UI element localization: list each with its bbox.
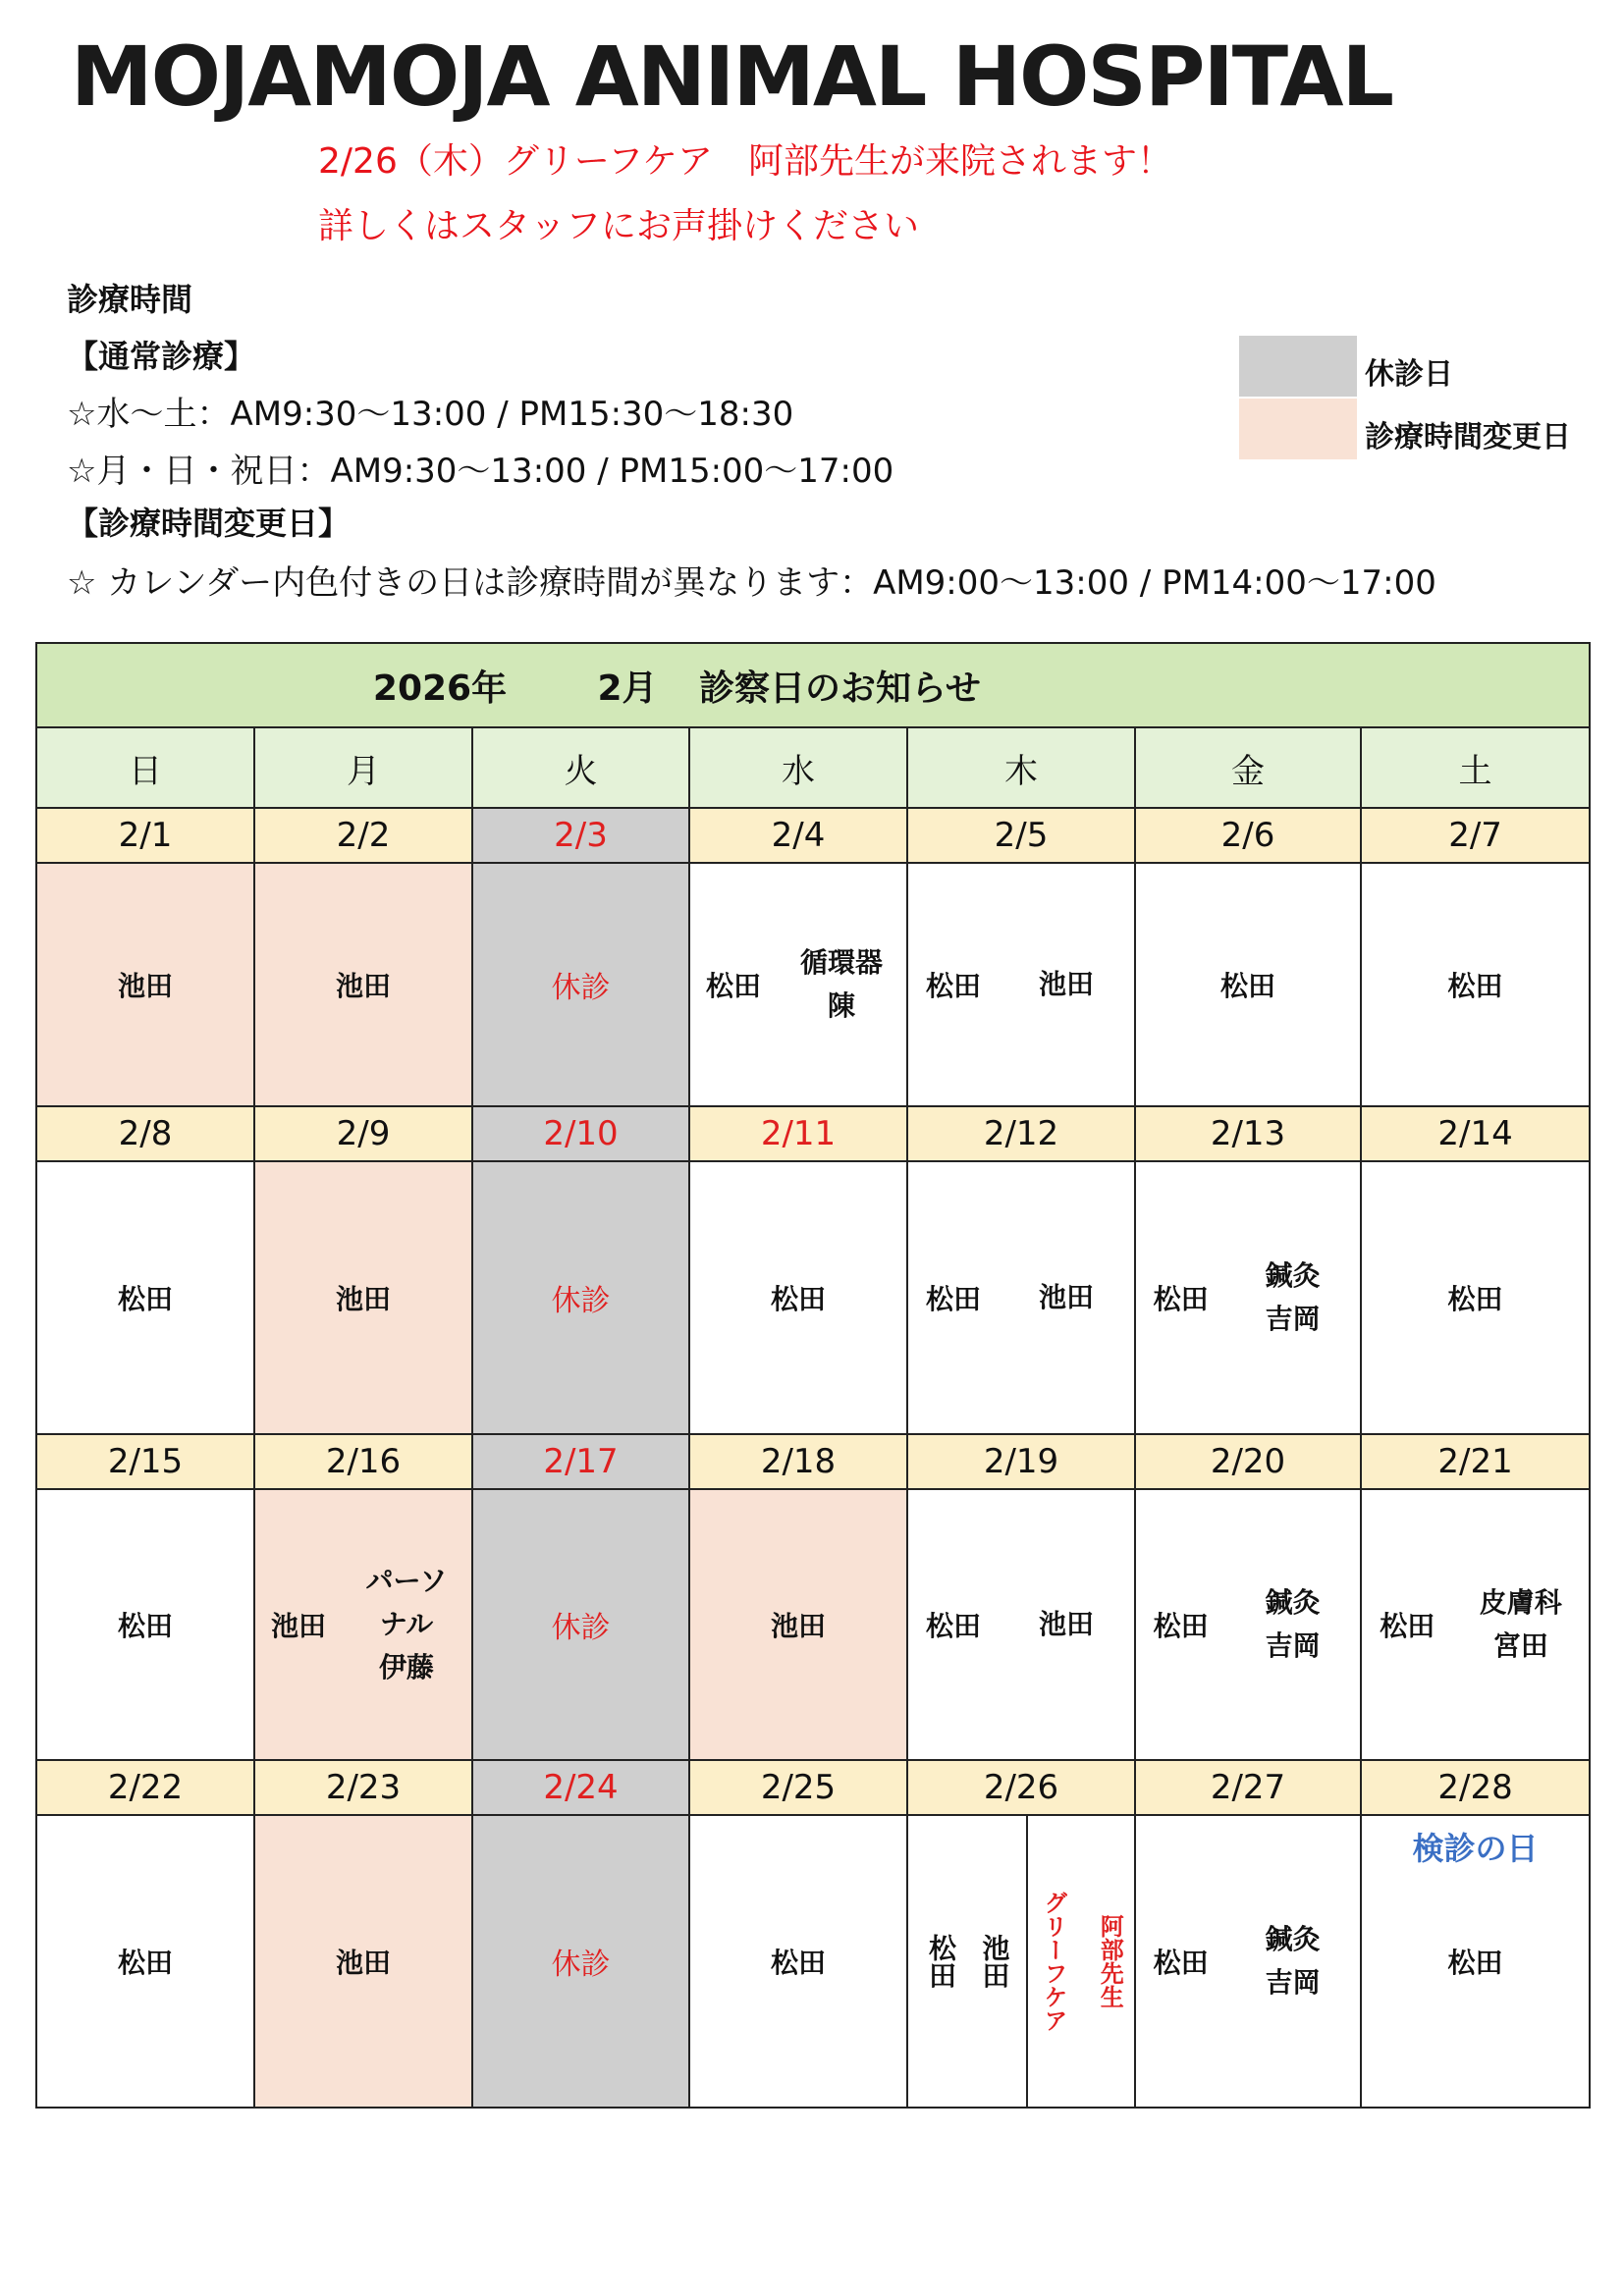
schedule-cell — [689, 1161, 907, 1434]
special-column — [1028, 1816, 1134, 2107]
doctor-detail: 鍼灸 吉岡 — [1265, 1923, 1321, 1999]
doctor-name: 松田 — [1380, 1610, 1435, 1642]
date-cell: 2/13 — [1135, 1106, 1361, 1161]
date-cell: 2/23 — [254, 1760, 472, 1815]
doctor-detail: 皮膚科 宮田 — [1479, 1586, 1562, 1662]
date-cell: 2/22 — [36, 1760, 254, 1815]
doctor-name: 松田 — [1219, 970, 1275, 1002]
split-cell — [1136, 1490, 1360, 1759]
schedule-cell — [1135, 1815, 1361, 2108]
doctor-name: 松田 — [925, 1610, 981, 1642]
checkup-note: 検診の日 — [1412, 1830, 1539, 1867]
schedule-row — [36, 1489, 1590, 1760]
special-doctor: 阿部先生 — [1096, 1914, 1124, 2008]
weekday-header: 金 — [1135, 727, 1361, 808]
weekday-header: 火 — [472, 727, 689, 808]
schedule-cell — [36, 1815, 254, 2108]
date-cell: 2/16 — [254, 1434, 472, 1489]
date-cell: 2/24 — [472, 1760, 689, 1815]
doctor-detail: 池田 — [1038, 1281, 1094, 1313]
date-cell: 2/17 — [472, 1434, 689, 1489]
schedule-cell — [907, 1161, 1135, 1434]
schedule-cell — [907, 1815, 1135, 2108]
schedule-cell — [1135, 863, 1361, 1106]
split-cell — [1362, 1490, 1589, 1759]
date-cell: 2/27 — [1135, 1760, 1361, 1815]
doctor-name: 松田 — [705, 970, 761, 1002]
schedule-cell — [254, 863, 472, 1106]
schedule-cell — [689, 1815, 907, 2108]
doctor-detail: 鍼灸 吉岡 — [1265, 1586, 1321, 1662]
schedule-cell — [1361, 1815, 1590, 2108]
doctor-name: 池田 — [978, 1934, 1011, 1989]
date-cell: 2/28 — [1361, 1760, 1590, 1815]
doctor-name: 松田 — [770, 1947, 826, 1979]
doctor-name: 松田 — [770, 1283, 826, 1315]
hospital-title: MOJAMOJA ANIMAL HOSPITAL — [71, 28, 1393, 125]
doctor-name: 池田 — [117, 970, 173, 1002]
schedule-cell — [1135, 1489, 1361, 1760]
schedule-row — [36, 1161, 1590, 1434]
split-cell — [908, 1490, 1134, 1759]
schedule-cell — [907, 1489, 1135, 1760]
schedule-cell — [472, 863, 689, 1106]
doctor-name: 松田 — [117, 1947, 173, 1979]
doctor-detail: 池田 — [1038, 968, 1094, 1000]
changed-hours-line: ☆ カレンダー内色付きの日は診療時間が異なります：AM9:00～13:00 / PM14:00～17:00 — [67, 563, 1436, 603]
normal-hours-heading: 【通常診療】 — [67, 338, 256, 375]
calendar-title-row — [36, 643, 1590, 727]
date-cell: 2/26 — [907, 1760, 1135, 1815]
date-cell: 2/5 — [907, 808, 1135, 863]
doctor-column — [908, 1816, 1028, 2107]
date-cell: 2/20 — [1135, 1434, 1361, 1489]
date-cell: 2/7 — [1361, 808, 1590, 863]
calendar-table — [35, 642, 1591, 2109]
schedule-cell — [1361, 1489, 1590, 1760]
schedule-cell — [472, 1489, 689, 1760]
date-cell: 2/6 — [1135, 808, 1361, 863]
closed-label: 休診 — [551, 1948, 611, 1982]
schedule-cell — [907, 863, 1135, 1106]
doctor-name: 松田 — [1447, 970, 1503, 1002]
doctor-detail: 鍼灸 吉岡 — [1265, 1259, 1321, 1335]
doctor-name: 松田 — [1447, 1947, 1503, 1979]
date-cell: 2/25 — [689, 1760, 907, 1815]
doctor-name: 池田 — [270, 1610, 326, 1642]
date-cell: 2/3 — [472, 808, 689, 863]
doctor-name: 池田 — [335, 1283, 391, 1315]
calendar-caption: 診察日のお知らせ — [699, 667, 981, 709]
split-cell — [690, 864, 906, 1105]
date-cell: 2/2 — [254, 808, 472, 863]
normal-hours-line-2: ☆月・日・祝日：AM9:30～13:00 / PM15:00～17:00 — [67, 452, 894, 491]
date-cell: 2/14 — [1361, 1106, 1590, 1161]
date-cell: 2/11 — [689, 1106, 907, 1161]
schedule-cell — [1361, 863, 1590, 1106]
schedule-cell — [36, 1489, 254, 1760]
calendar-year: 2026年 — [372, 667, 508, 709]
weekday-header: 月 — [254, 727, 472, 808]
schedule-cell — [472, 1815, 689, 2108]
weekday-header: 日 — [36, 727, 254, 808]
doctor-name: 松田 — [1153, 1947, 1209, 1979]
doctor-name: 松田 — [117, 1610, 173, 1642]
doctor-detail: 池田 — [1038, 1608, 1094, 1640]
legend-closed-swatch — [1239, 336, 1357, 397]
split-cell — [908, 1816, 1134, 2107]
date-cell: 2/1 — [36, 808, 254, 863]
date-cell: 2/15 — [36, 1434, 254, 1489]
schedule-cell — [1361, 1161, 1590, 1434]
doctor-name: 池田 — [335, 1947, 391, 1979]
date-cell: 2/10 — [472, 1106, 689, 1161]
schedule-cell — [689, 863, 907, 1106]
weekday-header: 木 — [907, 727, 1135, 808]
schedule-cell — [689, 1489, 907, 1760]
date-row — [36, 1760, 1590, 1815]
closed-label: 休診 — [551, 1284, 611, 1318]
split-cell — [908, 1162, 1134, 1433]
date-cell: 2/12 — [907, 1106, 1135, 1161]
date-cell: 2/4 — [689, 808, 907, 863]
date-cell: 2/19 — [907, 1434, 1135, 1489]
date-cell: 2/8 — [36, 1106, 254, 1161]
schedule-cell — [472, 1161, 689, 1434]
doctor-name: 松田 — [925, 1283, 981, 1315]
schedule-row — [36, 863, 1590, 1106]
doctor-name: 松田 — [925, 970, 981, 1002]
doctor-name: 松田 — [1153, 1610, 1209, 1642]
schedule-row — [36, 1815, 1590, 2108]
schedule-cell — [1135, 1161, 1361, 1434]
date-row — [36, 1106, 1590, 1161]
date-row — [36, 1434, 1590, 1489]
schedule-cell — [254, 1489, 472, 1760]
notice-line-2: 詳しくはスタッフにお声掛けください — [318, 206, 920, 246]
closed-label: 休診 — [551, 1611, 611, 1645]
closed-label: 休診 — [551, 971, 611, 1005]
doctor-name: 池田 — [770, 1610, 826, 1642]
weekday-header: 土 — [1361, 727, 1590, 808]
doctor-detail: パーソ ナル 伊藤 — [365, 1565, 448, 1683]
split-cell — [908, 864, 1134, 1105]
date-cell: 2/18 — [689, 1434, 907, 1489]
weekday-header: 水 — [689, 727, 907, 808]
split-cell — [1136, 1162, 1360, 1433]
calendar-month: 2月 — [597, 667, 658, 709]
special-service: グリーフケア — [1040, 1891, 1067, 2032]
hours-heading: 診療時間 — [67, 281, 193, 318]
schedule-cell — [36, 1161, 254, 1434]
date-row — [36, 808, 1590, 863]
normal-hours-line-1: ☆水～土：AM9:30～13:00 / PM15:30～18:30 — [67, 395, 794, 434]
legend-changed-swatch — [1239, 399, 1357, 459]
doctor-name: 松田 — [1447, 1283, 1503, 1315]
doctor-name: 池田 — [335, 970, 391, 1002]
doctor-detail: 循環器 陳 — [799, 946, 883, 1022]
changed-hours-heading: 【診療時間変更日】 — [67, 505, 351, 542]
schedule-cell — [254, 1161, 472, 1434]
legend-changed-label: 診療時間変更日 — [1365, 420, 1571, 454]
date-cell: 2/21 — [1361, 1434, 1590, 1489]
legend-closed-label: 休診日 — [1365, 357, 1453, 392]
split-cell — [1136, 1816, 1360, 2107]
doctor-name: 松田 — [925, 1934, 957, 1989]
notice-line-1: 2/26（木）グリーフケア 阿部先生が来院されます！ — [318, 141, 1172, 182]
schedule-cell — [254, 1815, 472, 2108]
date-cell: 2/9 — [254, 1106, 472, 1161]
weekday-header-row — [36, 727, 1590, 808]
doctor-name: 松田 — [1153, 1283, 1209, 1315]
split-cell — [255, 1490, 471, 1759]
schedule-cell — [36, 863, 254, 1106]
doctor-name: 松田 — [117, 1283, 173, 1315]
